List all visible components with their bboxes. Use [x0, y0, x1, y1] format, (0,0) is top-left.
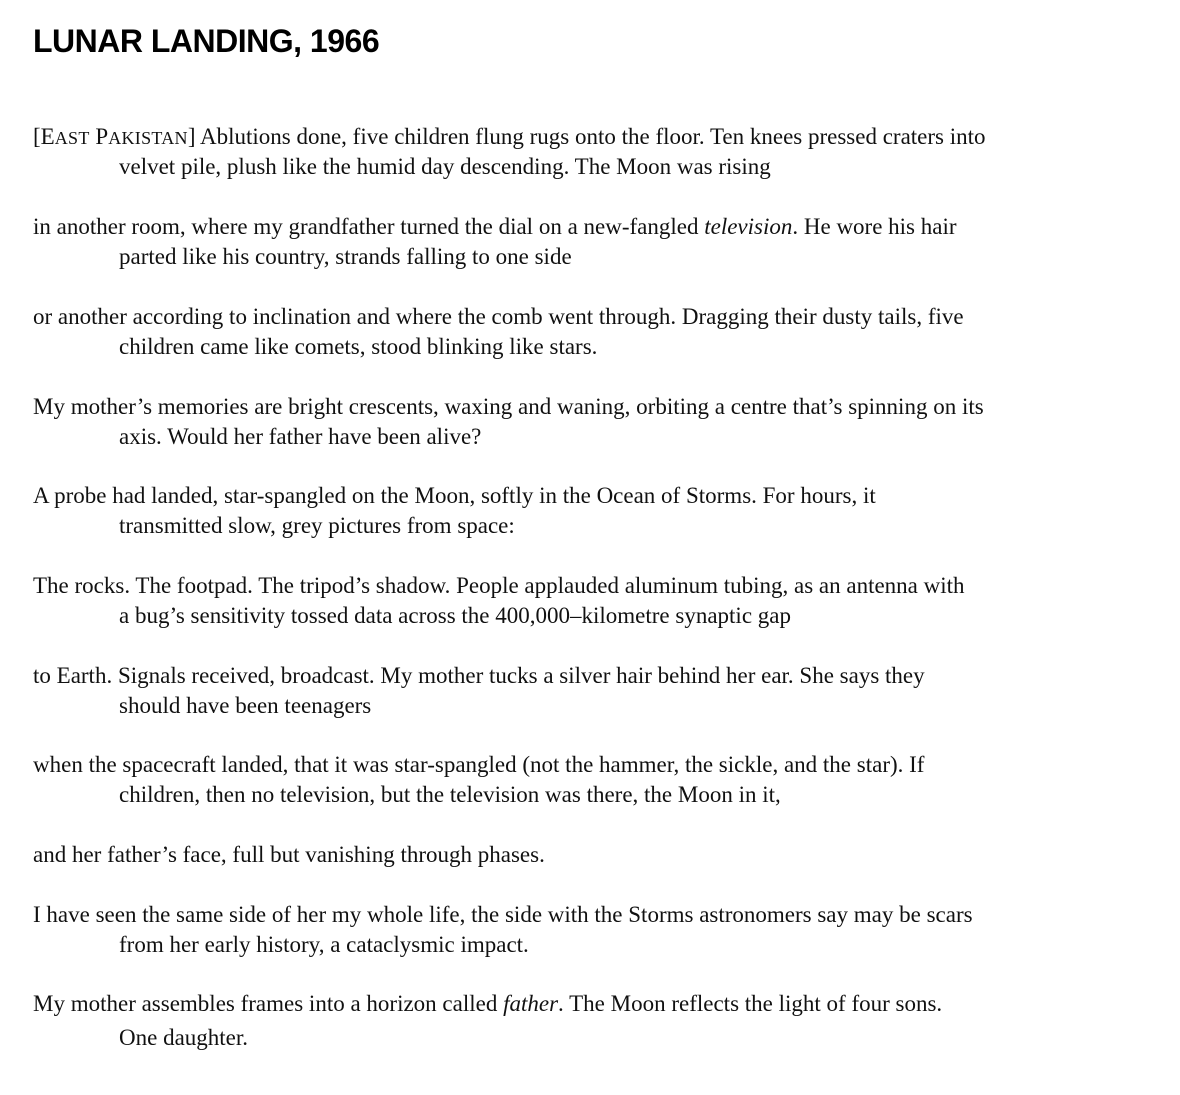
poem-page	[33, 18, 1153, 1050]
poem-title: LUNAR LANDING, 1966	[33, 23, 380, 59]
emphasis-father: father	[503, 991, 559, 1016]
stanza-11-line-1: My mother assembles frames into a horizon called father. The Moon reflects the light of four sons.	[33, 991, 943, 1016]
stanza-5-line-2: transmitted slow, grey pictures from space:	[119, 513, 515, 538]
stanza-3	[33, 302, 1153, 362]
stanza-9-line-1: and her father’s face, full but vanishing through phases.	[33, 842, 545, 867]
stanza-1	[33, 122, 1153, 182]
stanza-10-line-1: I have seen the same side of her my whole life, the side with the Storms astronomers say may be scars	[33, 902, 973, 927]
stanza-2	[33, 212, 1153, 272]
stanza-8	[33, 750, 1153, 810]
stanza-10-line-2: from her early history, a cataclysmic impact.	[119, 932, 529, 957]
stanza-2-line-1: in another room, where my grandfather turned the dial on a new-fangled television. He wore his hair	[33, 214, 957, 239]
stanza-5	[33, 481, 1153, 541]
stanza-7-line-1: to Earth. Signals received, broadcast. My mother tucks a silver hair behind her ear. She says they	[33, 663, 925, 688]
stanza-11	[33, 989, 1153, 1053]
stanza-6-line-1: The rocks. The footpad. The tripod’s shadow. People applauded aluminum tubing, as an antenna with	[33, 573, 965, 598]
emphasis-television: television	[704, 214, 793, 239]
stanza-10	[33, 900, 1153, 960]
stanza-3-line-2: children came like comets, stood blinking like stars.	[119, 334, 598, 359]
stanza-4-line-1: My mother’s memories are bright crescents, waxing and waning, orbiting a centre that’s spinning on its	[33, 394, 984, 419]
stanza-4	[33, 392, 1153, 452]
stanza-1-line-1: [EAST PAKISTAN] Ablutions done, five children flung rugs onto the floor. Ten knees pressed craters into	[33, 124, 986, 149]
stanza-8-line-2: children, then no television, but the television was there, the Moon in it,	[119, 782, 781, 807]
stanza-7	[33, 661, 1153, 721]
stanza-3-line-1: or another according to inclination and where the comb went through. Dragging their dusty tails, five	[33, 304, 964, 329]
stanza-2-line-2: parted like his country, strands falling to one side	[119, 244, 572, 269]
stanza-6-line-2: a bug’s sensitivity tossed data across the 400,000–kilometre synaptic gap	[119, 603, 791, 628]
stanza-9	[33, 840, 1153, 870]
stanza-8-line-1: when the spacecraft landed, that it was star-spangled (not the hammer, the sickle, and the star). If	[33, 752, 925, 777]
stanza-5-line-1: A probe had landed, star-spangled on the Moon, softly in the Ocean of Storms. For hours, it	[33, 483, 876, 508]
stanza-4-line-2: axis. Would her father have been alive?	[119, 424, 482, 449]
stanza-6	[33, 571, 1153, 631]
stanza-7-line-2: should have been teenagers	[119, 693, 372, 718]
stanza-1-line-2: velvet pile, plush like the humid day descending. The Moon was rising	[119, 154, 771, 179]
place-tag: [EAST PAKISTAN]	[33, 124, 196, 149]
stanza-11-line-2: One daughter.	[119, 1025, 249, 1050]
